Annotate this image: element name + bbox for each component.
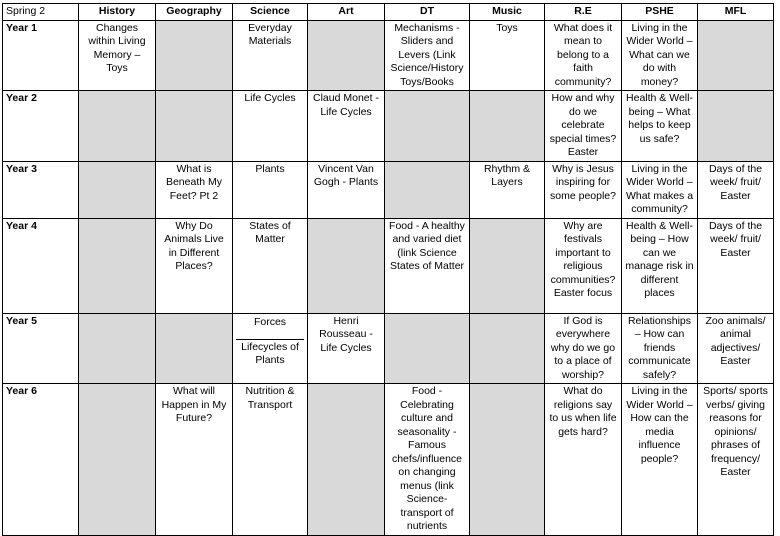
cell-pshe: Relationships – How can friends communicate safely? — [622, 313, 698, 384]
table-row — [3, 218, 774, 313]
cell-history — [79, 161, 156, 218]
cell-science: Life Cycles — [233, 91, 308, 162]
cell-pshe: Living in the Wider World – How can the media influence people? — [622, 384, 698, 536]
col-header-art: Art — [308, 4, 385, 21]
year-label: Year 3 — [3, 161, 79, 218]
col-header-re: R.E — [545, 4, 622, 21]
header-row — [3, 4, 774, 21]
cell-pshe: Living in the Wider World – What makes a community? — [622, 161, 698, 218]
col-header-music: Music — [470, 4, 545, 21]
cell-geography: What is Beneath My Feet? Pt 2 — [156, 161, 233, 218]
table-row — [3, 161, 774, 218]
year-label: Year 5 — [3, 313, 79, 384]
cell-mfl: Sports/ sports verbs/ giving reasons for opinions/ phrases of frequency/ Easter — [698, 384, 774, 536]
cell-science — [233, 313, 308, 384]
cell-science: States of Matter — [233, 218, 308, 313]
year-label: Year 6 — [3, 384, 79, 536]
table-row — [3, 91, 774, 162]
col-header-pshe: PSHE — [622, 4, 698, 21]
cell-geography — [156, 313, 233, 384]
year-label: Year 2 — [3, 91, 79, 162]
cell-music — [470, 384, 545, 536]
cell-pshe: Living in the Wider World – What can we do with money? — [622, 20, 698, 91]
col-header-dt: DT — [385, 4, 470, 21]
cell-science: Nutrition & Transport — [233, 384, 308, 536]
curriculum-table — [2, 3, 774, 536]
cell-art — [308, 384, 385, 536]
cell-art: Claud Monet - Life Cycles — [308, 91, 385, 162]
science-forces: Forces — [236, 315, 304, 340]
cell-dt — [385, 161, 470, 218]
cell-science: Everyday Materials — [233, 20, 308, 91]
cell-mfl — [698, 91, 774, 162]
year-label: Year 1 — [3, 20, 79, 91]
cell-geography — [156, 20, 233, 91]
cell-history: Changes within Living Memory – Toys — [79, 20, 156, 91]
col-header-mfl: MFL — [698, 4, 774, 21]
cell-dt: Mechanisms - Sliders and Levers (Link Science/History Toys/Books — [385, 20, 470, 91]
cell-geography: Why Do Animals Live in Different Places? — [156, 218, 233, 313]
col-header-history: History — [79, 4, 156, 21]
cell-mfl: Days of the week/ fruit/ Easter — [698, 161, 774, 218]
cell-art: Vincent Van Gogh - Plants — [308, 161, 385, 218]
cell-mfl: Days of the week/ fruit/ Easter — [698, 218, 774, 313]
cell-music — [470, 313, 545, 384]
cell-re: Why are festivals important to religious communities? Easter focus — [545, 218, 622, 313]
cell-music — [470, 218, 545, 313]
cell-music: Toys — [470, 20, 545, 91]
year-label: Year 4 — [3, 218, 79, 313]
cell-mfl — [698, 20, 774, 91]
cell-history — [79, 384, 156, 536]
cell-art — [308, 218, 385, 313]
cell-dt: Food - Celebrating culture and seasonality - Famous chefs/influence on changing menus (link Science- transport of nutrients — [385, 384, 470, 536]
table-row — [3, 20, 774, 91]
cell-history — [79, 91, 156, 162]
term-label: Spring 2 — [3, 4, 79, 21]
cell-geography — [156, 91, 233, 162]
cell-re: What does it mean to belong to a faith community? — [545, 20, 622, 91]
cell-history — [79, 313, 156, 384]
cell-re: Why is Jesus inspiring for some people? — [545, 161, 622, 218]
cell-music — [470, 91, 545, 162]
cell-re: What do religions say to us when life gets hard? — [545, 384, 622, 536]
cell-dt — [385, 313, 470, 384]
cell-art — [308, 20, 385, 91]
cell-geography: What will Happen in My Future? — [156, 384, 233, 536]
cell-re: How and why do we celebrate special times? Easter — [545, 91, 622, 162]
cell-re: If God is everywhere why do we go to a place of worship? — [545, 313, 622, 384]
cell-pshe: Health & Well-being – What helps to keep us safe? — [622, 91, 698, 162]
cell-art: Henri Rousseau - Life Cycles — [308, 313, 385, 384]
col-header-science: Science — [233, 4, 308, 21]
cell-history — [79, 218, 156, 313]
table-row — [3, 384, 774, 536]
cell-science: Plants — [233, 161, 308, 218]
cell-music: Rhythm & Layers — [470, 161, 545, 218]
cell-mfl: Zoo animals/ animal adjectives/ Easter — [698, 313, 774, 384]
cell-dt: Food - A healthy and varied diet (link Science States of Matter — [385, 218, 470, 313]
cell-pshe: Health & Well-being – How can we manage risk in different places — [622, 218, 698, 313]
science-lifecycles-of-plants: Lifecycles of Plants — [241, 340, 299, 366]
table-row — [3, 313, 774, 384]
col-header-geography: Geography — [156, 4, 233, 21]
cell-dt — [385, 91, 470, 162]
